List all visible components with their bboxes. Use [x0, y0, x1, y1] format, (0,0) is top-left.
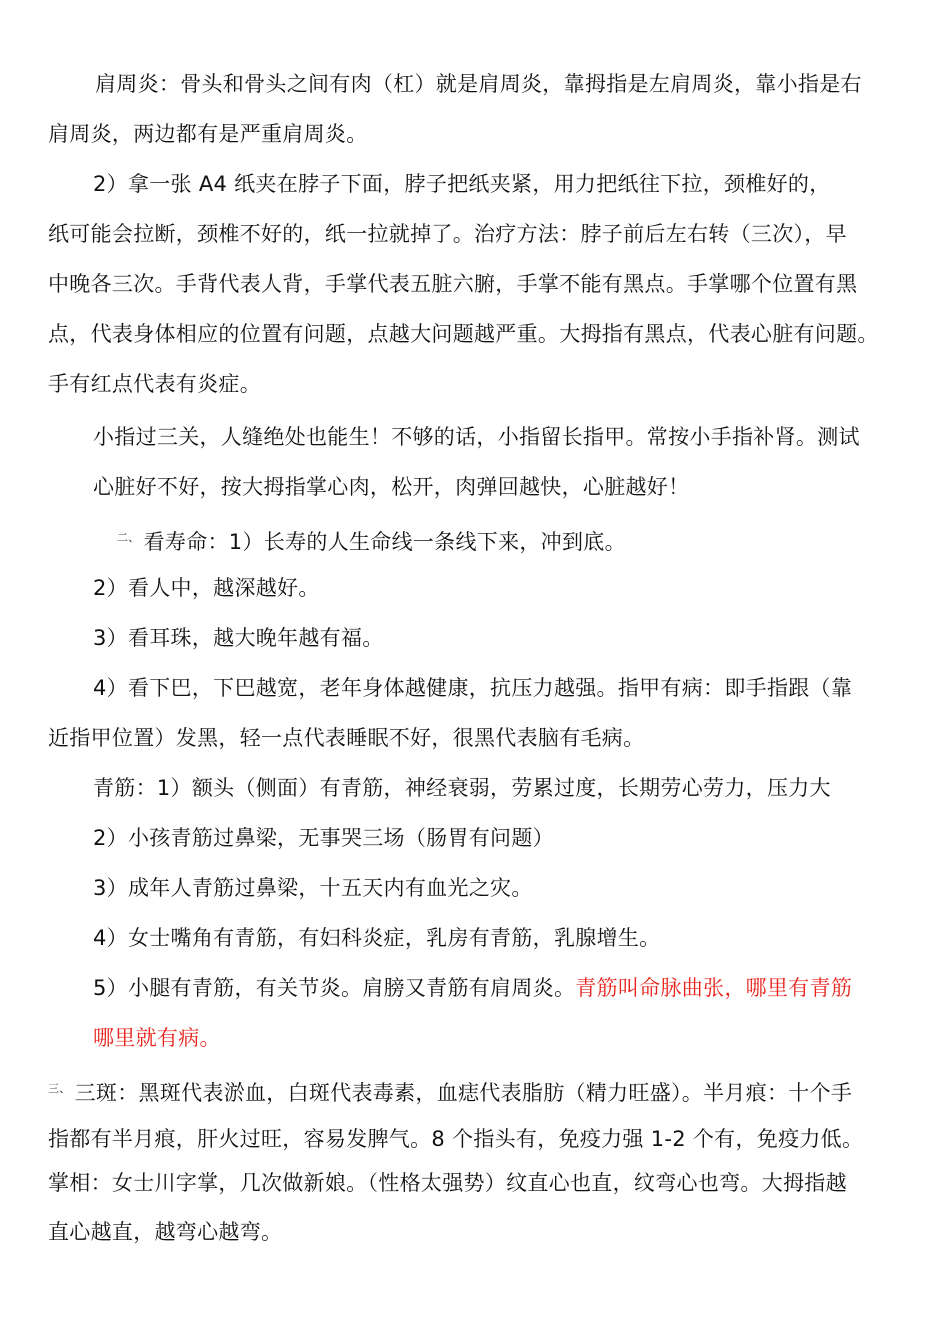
text-line: 近指甲位置）发黑，轻一点代表睡眠不好，很黑代表脑有毛病。 [48, 726, 645, 750]
text-line: 直心越直，越弯心越弯。 [48, 1220, 283, 1244]
section-number: 三、 [48, 1082, 71, 1095]
text-line: 4）女士嘴角有青筋，有妇科炎症，乳房有青筋，乳腺增生。 [93, 926, 661, 950]
section-heading [48, 1076, 852, 1106]
highlighted-text: 哪里就有病。 [93, 1026, 221, 1050]
section-heading-text: 三斑：黑斑代表淤血，白斑代表毒素，血痣代表脂肪（精力旺盛）。半月痕：十个手 [74, 1081, 853, 1105]
text-line: 掌相：女士川字掌，几次做新娘。（性格太强势）纹直心也直，纹弯心也弯。大拇指越 [48, 1171, 847, 1195]
text-line: 纸可能会拉断，颈椎不好的，纸一拉就掉了。治疗方法：脖子前后左右转（三次），早 [48, 222, 847, 246]
section-heading-text: 看寿命：1）长寿的人生命线一条线下来，冲到底。 [143, 530, 626, 554]
text-line: 2）看人中，越深越好。 [93, 576, 320, 600]
text-line: 心脏好不好，按大拇指掌心肉，松开，肉弹回越快，心脏越好！ [93, 475, 690, 499]
text-line: 指都有半月痕，肝火过旺，容易发脾气。8 个指头有，免疫力强 1-2 个有，免疫力低。 [48, 1127, 864, 1151]
text-line: 2）拿一张 A4 纸夹在脖子下面，脖子把纸夹紧，用力把纸往下拉，颈椎好的， [93, 172, 831, 196]
text-line [93, 975, 852, 1001]
text-line: 点，代表身体相应的位置有问题，点越大问题越严重。大拇指有黑点，代表心脏有问题。 [48, 322, 879, 346]
text-line: 小指过三关，人缝绝处也能生！不够的话，小指留长指甲。常按小手指补肾。测试 [93, 425, 860, 449]
text-line: 3）成年人青筋过鼻梁，十五天内有血光之灾。 [93, 876, 533, 900]
text-line: 3）看耳珠，越大晚年越有福。 [93, 626, 384, 650]
text-line: 4）看下巴，下巴越宽，老年身体越健康，抗压力越强。指甲有病：即手指跟（靠 [93, 676, 853, 700]
text-line: 2）小孩青筋过鼻梁，无事哭三场（肠胃有问题） [93, 826, 554, 850]
text-line: 肩周炎，两边都有是严重肩周炎。 [48, 122, 368, 146]
highlighted-text: 青筋叫命脉曲张，哪里有青筋 [575, 976, 853, 1000]
text-line: 手有红点代表有炎症。 [48, 372, 261, 396]
text-line: 肩周炎：骨头和骨头之间有肉（杠）就是肩周炎，靠拇指是左肩周炎，靠小指是右 [95, 72, 862, 96]
text-line: 青筋：1）额头（侧面）有青筋，神经衰弱，劳累过度，长期劳心劳力，压力大 [93, 776, 831, 800]
text-line: 中晚各三次。手背代表人背，手掌代表五脏六腑，手掌不能有黑点。手掌哪个位置有黑 [48, 272, 858, 296]
section-heading [117, 525, 626, 555]
section-number: 二、 [117, 531, 140, 544]
text-segment: 5）小腿有青筋，有关节炎。肩膀又青筋有肩周炎。 [93, 976, 576, 1000]
